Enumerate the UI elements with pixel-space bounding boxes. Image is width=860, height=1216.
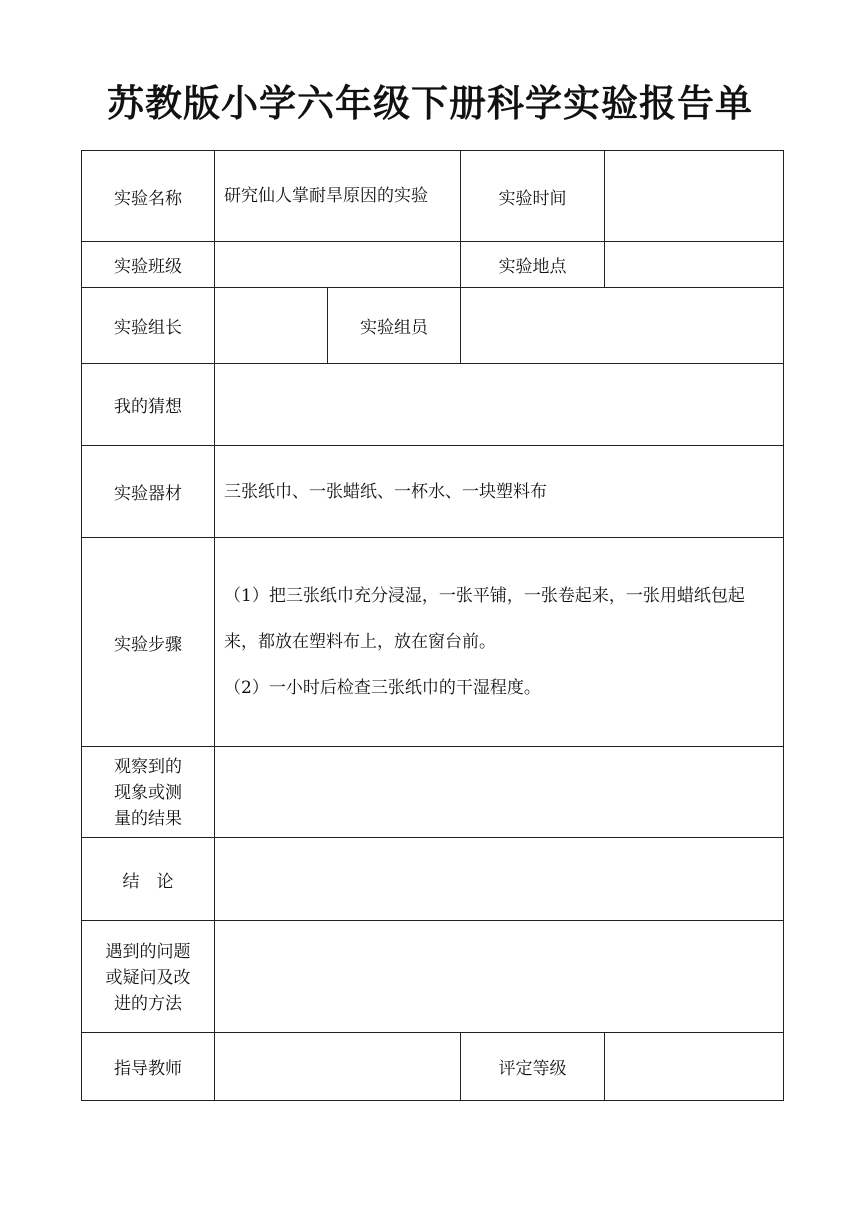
value-conclusion[interactable] <box>215 838 784 921</box>
page-title: 苏教版小学六年级下册科学实验报告单 <box>107 82 753 125</box>
row-teacher-grade <box>82 1033 784 1101</box>
label-experiment-location: 实验地点 <box>461 242 605 288</box>
label-experiment-name: 实验名称 <box>82 151 215 242</box>
label-observations <box>82 747 215 838</box>
label-experiment-class: 实验班级 <box>82 242 215 288</box>
experiment-report-table <box>81 150 784 1101</box>
value-materials[interactable]: 三张纸巾、一张蜡纸、一杯水、一块塑料布 <box>215 446 784 538</box>
value-teacher[interactable] <box>215 1033 461 1101</box>
value-experiment-class[interactable] <box>215 242 461 288</box>
row-materials <box>82 446 784 538</box>
row-conclusion <box>82 838 784 921</box>
row-experiment-name <box>82 151 784 242</box>
label-group-leader: 实验组长 <box>82 288 215 364</box>
value-grade[interactable] <box>605 1033 784 1101</box>
label-materials: 实验器材 <box>82 446 215 538</box>
label-my-guess: 我的猜想 <box>82 364 215 446</box>
row-steps <box>82 538 784 747</box>
label-steps: 实验步骤 <box>82 538 215 747</box>
label-conclusion: 结 论 <box>82 838 215 921</box>
value-group-members[interactable] <box>461 288 784 364</box>
value-experiment-name[interactable]: 研究仙人掌耐旱原因的实验 <box>215 151 461 242</box>
row-observations <box>82 747 784 838</box>
value-observations[interactable] <box>215 747 784 838</box>
label-group-members: 实验组员 <box>328 288 461 364</box>
value-problems[interactable] <box>215 921 784 1033</box>
label-observations-text: 观察到的现象或测量的结果 <box>114 757 182 829</box>
label-grade: 评定等级 <box>461 1033 605 1101</box>
label-problems <box>82 921 215 1033</box>
row-experiment-class <box>82 242 784 288</box>
value-my-guess[interactable] <box>215 364 784 446</box>
label-experiment-time: 实验时间 <box>461 151 605 242</box>
row-problems <box>82 921 784 1033</box>
value-experiment-time[interactable] <box>605 151 784 242</box>
step-1: （1）把三张纸巾充分浸湿，一张平铺，一张卷起来，一张用蜡纸包起来，都放在塑料布上，放在窗台前。 <box>224 586 745 652</box>
row-group <box>82 288 784 364</box>
step-2: （2）一小时后检查三张纸巾的干湿程度。 <box>224 678 541 698</box>
row-my-guess <box>82 364 784 446</box>
value-group-leader[interactable] <box>215 288 328 364</box>
label-problems-text: 遇到的问题或疑问及改进的方法 <box>105 941 191 1014</box>
value-experiment-location[interactable] <box>605 242 784 288</box>
value-steps[interactable] <box>215 538 784 747</box>
label-teacher: 指导教师 <box>82 1033 215 1101</box>
